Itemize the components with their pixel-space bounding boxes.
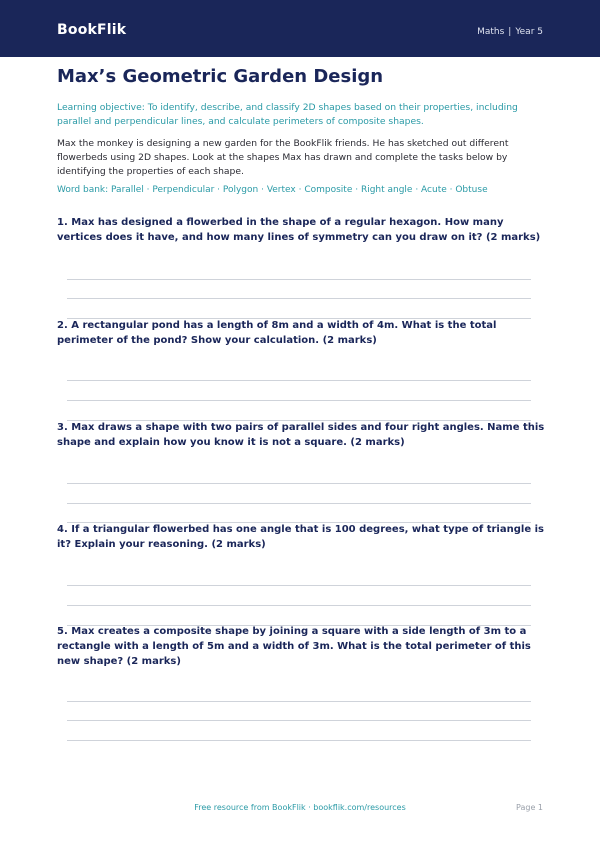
answer-line[interactable] <box>67 701 531 702</box>
answer-line[interactable] <box>67 740 531 741</box>
question-2: 2. A rectangular pond has a length of 8m and a width of 4m. What is the total perimeter of the pond? Show your calculation. (2 marks) <box>57 320 497 346</box>
header-meta <box>477 27 543 37</box>
year-label: Year 5 <box>515 27 543 37</box>
intro-text: Max the monkey is designing a new garden for the BookFlik friends. He has sketched out different flowerbeds using 2D shapes. Look at the shapes Max has drawn and complete the tasks below by identifying the properties of each shape. <box>57 138 509 177</box>
header-bar <box>0 0 600 57</box>
header-separator: | <box>508 27 512 37</box>
answer-line[interactable] <box>67 279 531 280</box>
answer-line[interactable] <box>67 483 531 484</box>
answer-line[interactable] <box>67 585 531 586</box>
page-title: Max’s Geometric Garden Design <box>57 66 384 87</box>
answer-line[interactable] <box>67 400 531 401</box>
page-number: Page 1 <box>516 803 543 812</box>
answer-line[interactable] <box>67 605 531 606</box>
answer-line[interactable] <box>67 380 531 381</box>
subject-label: Maths <box>477 27 505 37</box>
learning-objective: Learning objective: To identify, describe, and classify 2D shapes based on their properties, including parallel and perpendicular lines, and calculate perimeters of composite shapes. <box>57 102 518 127</box>
question-4: 4. If a triangular flowerbed has one angle that is 100 degrees, what type of triangle is it? Explain your reasoning. (2 marks) <box>57 524 544 550</box>
question-3: 3. Max draws a shape with two pairs of parallel sides and four right angles. Name this shape and explain how you know it is not a square. (2 marks) <box>57 422 545 448</box>
answer-line[interactable] <box>67 720 531 721</box>
brand-logo-text: BookFlik <box>57 22 127 38</box>
question-5: 5. Max creates a composite shape by joining a square with a side length of 3m to a rectangle with a length of 5m and a width of 3m. What is the total perimeter of this new shape? (2 marks) <box>57 626 531 667</box>
answer-line[interactable] <box>67 298 531 299</box>
word-bank: Word bank: Parallel · Perpendicular · Polygon · Vertex · Composite · Right angle · Acute · Obtuse <box>57 185 488 195</box>
answer-line[interactable] <box>67 503 531 504</box>
footer-text: Free resource from BookFlik · bookflik.com/resources <box>194 803 406 812</box>
question-1: 1. Max has designed a flowerbed in the shape of a regular hexagon. How many vertices does it have, and how many lines of symmetry can you draw on it? (2 marks) <box>57 217 541 243</box>
